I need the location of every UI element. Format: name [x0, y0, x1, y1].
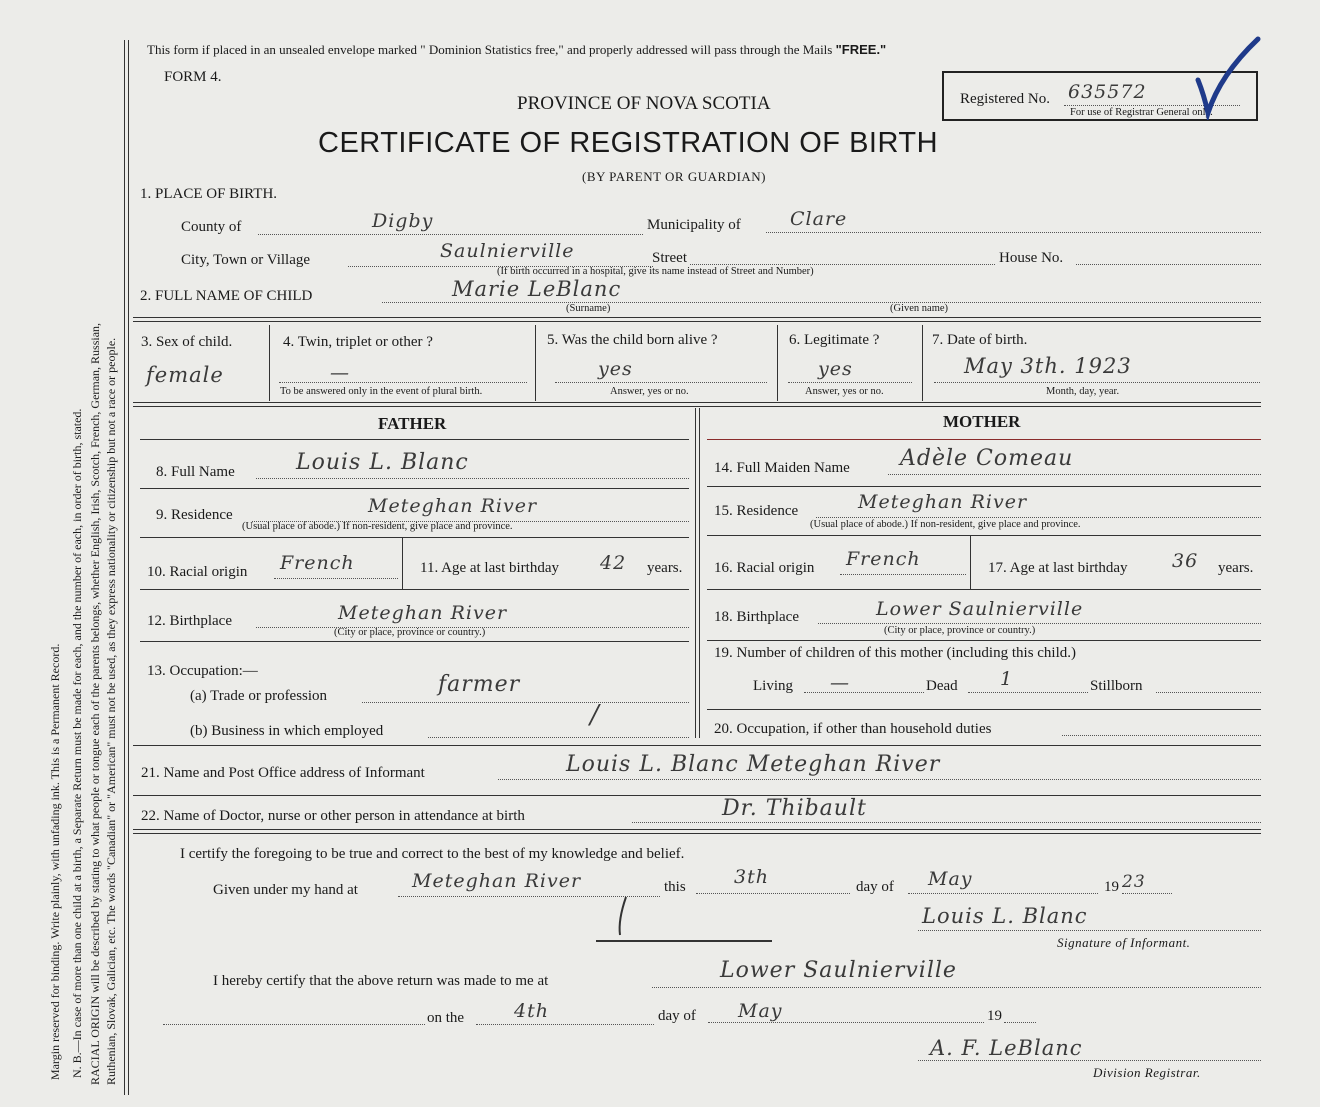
- street-dots: [690, 264, 995, 265]
- dob-dots: [934, 382, 1260, 383]
- street-label: Street: [652, 250, 687, 266]
- informant-signature: Louis L. Blanc: [922, 904, 1088, 928]
- day-dots: [696, 893, 850, 894]
- father-racial-label: 10. Racial origin: [147, 564, 248, 580]
- twin-value: —: [330, 362, 350, 384]
- mother-racial-dots: [840, 574, 966, 575]
- return-day-dots: [476, 1024, 654, 1025]
- mother-rule-a: [707, 439, 1261, 440]
- municipality-label: Municipality of: [647, 217, 741, 233]
- twin-note: To be answered only in the event of plural birth.: [280, 386, 483, 397]
- mother-age-sep: [970, 535, 971, 589]
- mother-rule-f: [707, 709, 1261, 710]
- legitimate-label: 6. Legitimate ?: [789, 332, 880, 348]
- doctor-label: 22. Name of Doctor, nurse or other person in attendance at birth: [141, 808, 525, 824]
- given-place-value: Meteghan River: [412, 870, 582, 892]
- father-rule-d: [140, 589, 689, 590]
- check-mark-icon: [1190, 35, 1265, 120]
- alive-value: yes: [598, 358, 633, 380]
- this-label: this: [664, 879, 686, 895]
- child-name-dots: [382, 302, 1261, 303]
- col-sep-2: [535, 325, 536, 401]
- day-value: 3th: [734, 866, 769, 888]
- mother-name-dots: [888, 474, 1261, 475]
- informant-value: Louis L. Blanc Meteghan River: [566, 752, 941, 777]
- day-of-label: day of: [856, 879, 894, 895]
- county-dots: [258, 234, 643, 235]
- rule-4: [133, 795, 1261, 796]
- alive-note: Answer, yes or no.: [610, 386, 689, 397]
- return-month-dots: [708, 1022, 984, 1023]
- return-day-value: 4th: [514, 1000, 549, 1022]
- col-sep-4: [922, 325, 923, 401]
- dead-value: 1: [1000, 668, 1014, 690]
- father-residence-value: Meteghan River: [368, 495, 538, 517]
- return-lead-dots: [163, 1024, 425, 1025]
- return-month-value: May: [738, 1000, 783, 1022]
- mother-rule-d: [707, 589, 1261, 590]
- registrar-note: For use of Registrar General only.: [1070, 107, 1213, 118]
- page-subtitle: (BY PARENT OR GUARDIAN): [582, 169, 767, 184]
- legitimate-dots: [788, 382, 912, 383]
- legitimate-note: Answer, yes or no.: [805, 386, 884, 397]
- place-heading: 1. PLACE OF BIRTH.: [140, 186, 278, 202]
- father-heading: FATHER: [378, 414, 447, 433]
- mother-occupation-label: 20. Occupation, if other than household duties: [714, 721, 992, 737]
- alive-label: 5. Was the child born alive ?: [547, 332, 718, 348]
- father-residence-label: 9. Residence: [156, 507, 233, 523]
- dead-dots: [968, 692, 1088, 693]
- dob-value: May 3th. 1923: [964, 354, 1132, 378]
- mother-rule-e: [707, 640, 1261, 641]
- father-birthplace-label: 12. Birthplace: [147, 613, 232, 629]
- mother-residence-dots: [816, 517, 1261, 518]
- given-name-note: (Given name): [890, 303, 949, 314]
- father-rule-e: [140, 641, 689, 642]
- month-value: May: [928, 868, 973, 890]
- city-label: City, Town or Village: [181, 252, 311, 268]
- trade-label: (a) Trade or profession: [190, 688, 328, 704]
- surname-note: (Surname): [566, 303, 611, 314]
- twin-dots: [279, 382, 527, 383]
- house-dots: [1076, 264, 1261, 265]
- return-place-value: Lower Saulnierville: [720, 958, 957, 983]
- father-racial-dots: [274, 578, 398, 579]
- living-label: Living: [753, 678, 793, 694]
- month-dots: [908, 893, 1098, 894]
- mother-name-value: Adèle Comeau: [900, 446, 1074, 471]
- father-name-dots: [256, 478, 689, 479]
- mother-racial-value: French: [846, 548, 921, 570]
- father-age-value: 42: [600, 552, 627, 574]
- mother-residence-value: Meteghan River: [858, 491, 1028, 513]
- business-dots: [428, 737, 689, 738]
- signature-flourish-icon: [596, 895, 776, 945]
- informant-signature-label: Signature of Informant.: [1057, 935, 1191, 950]
- mother-occupation-dots: [1062, 735, 1261, 736]
- registrar-label: Division Registrar.: [1093, 1065, 1201, 1080]
- registered-number: 635572: [1068, 81, 1147, 103]
- left-border: [124, 40, 129, 1095]
- mother-rule-c: [707, 535, 1261, 536]
- rule-2: [133, 402, 1261, 407]
- on-the-label: on the: [427, 1010, 465, 1026]
- mother-racial-label: 16. Racial origin: [714, 560, 815, 576]
- rule-1: [133, 317, 1261, 322]
- father-rule-c: [140, 537, 689, 538]
- doctor-value: Dr. Thibault: [722, 796, 867, 821]
- province-heading: PROVINCE OF NOVA SCOTIA: [517, 93, 771, 114]
- mother-abode-note: (Usual place of abode.) If non-resident, give place and province.: [810, 519, 1081, 530]
- return-year-dots: [1004, 1022, 1036, 1023]
- business-value: /: [590, 700, 600, 730]
- child-name-label: 2. FULL NAME OF CHILD: [140, 288, 313, 304]
- margin-note: Margin reserved for binding. Write plainly, with unfading ink. This is a Permanent Record.: [48, 643, 62, 1080]
- certify-statement: I certify the foregoing to be true and correct to the best of my knowledge and belief.: [180, 846, 685, 862]
- year-value: 23: [1122, 872, 1146, 892]
- dob-label: 7. Date of birth.: [932, 332, 1028, 348]
- father-occupation-label: 13. Occupation:—: [147, 663, 258, 679]
- living-dots: [804, 692, 924, 693]
- father-age-sep: [402, 537, 403, 589]
- page-title: CERTIFICATE OF REGISTRATION OF BIRTH: [318, 127, 939, 159]
- given-label: Given under my hand at: [213, 882, 358, 898]
- father-birthplace-note: (City or place, province or country.): [334, 627, 486, 638]
- col-sep-3: [777, 325, 778, 401]
- return-place-dots: [652, 987, 1261, 988]
- return-day-of-label: day of: [658, 1008, 696, 1024]
- mother-birthplace-value: Lower Saulnierville: [876, 598, 1084, 620]
- mother-years: years.: [1218, 560, 1254, 576]
- business-label: (b) Business in which employed: [190, 723, 384, 739]
- city-value: Saulnierville: [440, 240, 575, 262]
- mother-age-value: 36: [1172, 550, 1199, 572]
- parents-divider: [695, 408, 700, 738]
- registrar-signature: A. F. LeBlanc: [930, 1036, 1083, 1060]
- mother-birthplace-label: 18. Birthplace: [714, 609, 799, 625]
- living-value: —: [830, 672, 850, 694]
- house-label: House No.: [999, 250, 1064, 266]
- year-dots: [1122, 893, 1172, 894]
- mail-note: This form if placed in an unsealed envelope marked " Dominion Statistics free," and properly addressed will pass through the Mails "FREE.": [147, 42, 887, 57]
- hospital-note: (If birth occurred in a hospital, give its name instead of Street and Number): [497, 266, 814, 277]
- return-year-prefix: 19: [987, 1008, 1002, 1024]
- father-years: years.: [647, 560, 683, 576]
- mother-birthplace-note: (City or place, province or country.): [884, 625, 1036, 636]
- father-name-value: Louis L. Blanc: [296, 450, 469, 475]
- stillborn-dots: [1156, 692, 1261, 693]
- mother-birthplace-dots: [818, 623, 1261, 624]
- father-name-label: 8. Full Name: [156, 464, 235, 480]
- racial-origin-note: RACIAL ORIGIN will be described by stating to what people or tongue each of the parents belongs, whether English, Irish, Scotch, French, German, Russian,: [88, 322, 102, 1085]
- county-value: Digby: [372, 210, 434, 232]
- county-label: County of: [181, 219, 242, 235]
- registered-label: Registered No.: [960, 91, 1050, 107]
- stillborn-label: Stillborn: [1090, 678, 1143, 694]
- father-racial-value: French: [280, 552, 355, 574]
- sex-label: 3. Sex of child.: [141, 334, 233, 350]
- mother-residence-label: 15. Residence: [714, 503, 799, 519]
- plural-birth-note: N. B.—In case of more than one child at a birth, a Separate Return must be made for each, and the number of each, in order of birth, stated.: [70, 408, 84, 1078]
- dead-label: Dead: [926, 678, 958, 694]
- return-label: I hereby certify that the above return was made to me at: [213, 973, 549, 989]
- twin-label: 4. Twin, triplet or other ?: [283, 334, 433, 350]
- trade-value: farmer: [438, 672, 521, 697]
- father-abode-note: (Usual place of abode.) If non-resident, give place and province.: [242, 521, 513, 532]
- registrar-signature-dots: [918, 1060, 1261, 1061]
- mother-heading: MOTHER: [943, 412, 1021, 431]
- legitimate-value: yes: [818, 358, 853, 380]
- municipality-dots: [766, 232, 1261, 233]
- informant-label: 21. Name and Post Office address of Informant: [141, 765, 425, 781]
- mother-age-label: 17. Age at last birthday: [988, 560, 1128, 576]
- municipality-value: Clare: [790, 208, 848, 230]
- col-sep-1: [269, 325, 270, 401]
- child-name-value: Marie LeBlanc: [452, 277, 622, 301]
- doctor-dots: [632, 822, 1261, 823]
- racial-origin-note-2: Ruthenian, Slovak, Galician, etc. The words "Canadian" or "American" must not be used, as they express nationality or citizenship but not a race or people.: [104, 337, 118, 1085]
- children-label: 19. Number of children of this mother (including this child.): [714, 645, 1077, 661]
- dob-note: Month, day, year.: [1046, 386, 1120, 397]
- sex-value: female: [146, 363, 224, 387]
- form-number: FORM 4.: [164, 69, 222, 85]
- informant-signature-dots: [918, 930, 1261, 931]
- father-birthplace-value: Meteghan River: [338, 602, 508, 624]
- father-rule-a: [140, 439, 689, 440]
- father-age-label: 11. Age at last birthday: [420, 560, 559, 576]
- alive-dots: [555, 382, 767, 383]
- rule-5: [133, 829, 1261, 834]
- informant-dots: [498, 779, 1261, 780]
- trade-dots: [362, 702, 689, 703]
- mother-name-label: 14. Full Maiden Name: [714, 460, 850, 476]
- mother-rule-b: [707, 486, 1261, 487]
- year-prefix: 19: [1104, 879, 1119, 895]
- rule-3: [133, 745, 1261, 746]
- father-rule-b: [140, 488, 689, 489]
